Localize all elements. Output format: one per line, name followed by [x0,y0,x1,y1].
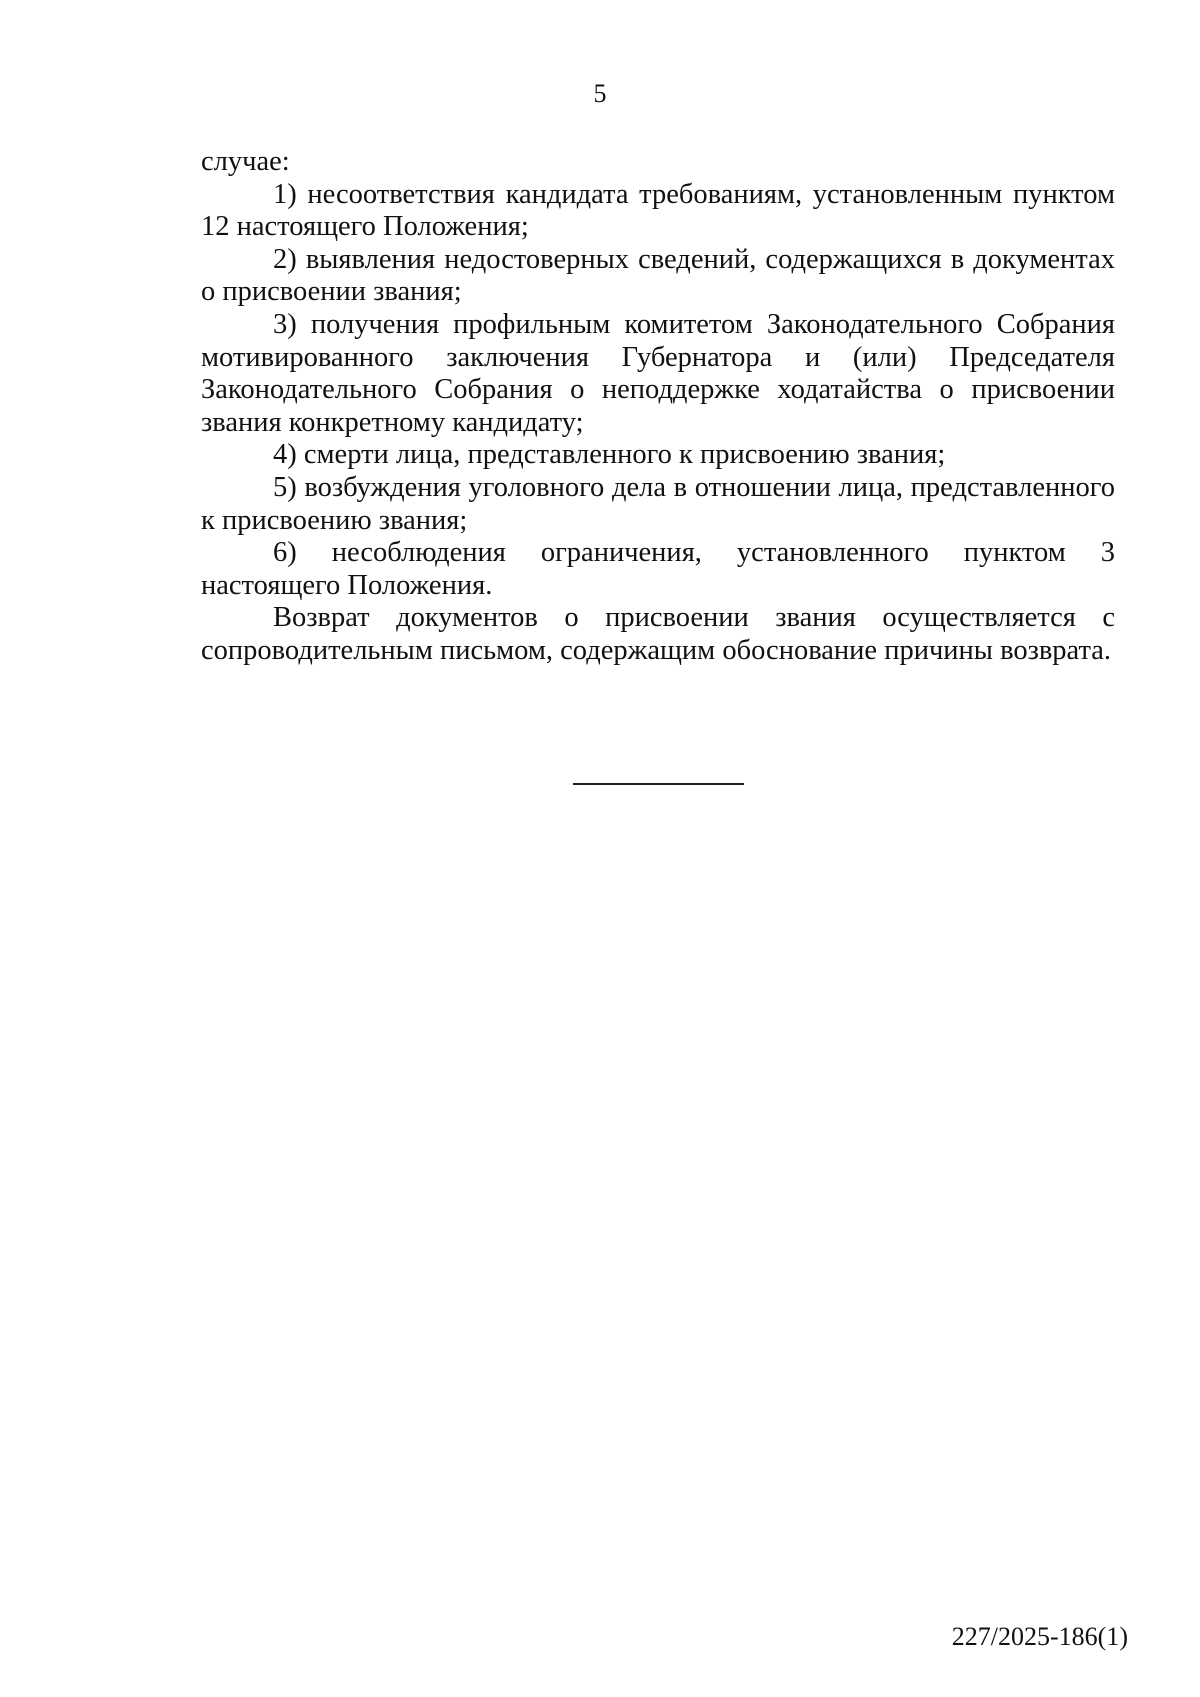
document-body [201,146,1115,668]
list-item-4: 4) смерти лица, представленного к присвоению звания; [273,439,946,471]
page-number: 5 [593,79,607,108]
list-item-3: 3) получения профильным комитетом Законодательного Собрания мотивированного заключения Губернатора и (или) Председателя Законодательного Собрания о неподдержке ходатайства о присвоении звания конкретному кандидату; [201,308,1115,438]
lead-text: случае: [201,146,290,177]
list-item-2: 2) выявления недостоверных сведений, содержащихся в документах о присвоении звания; [201,243,1115,308]
list-item-6 [201,537,1115,602]
list-item-6-line-2: настоящего Положения. [201,569,493,601]
list-item-1: 1) несоответствия кандидата требованиям, установленным пунктом 12 настоящего Положения; [201,178,1115,243]
closing-paragraph: Возврат документов о присвоении звания осуществляется с сопроводительным письмом, содержащим обоснование причины возврата. [201,602,1115,666]
end-of-text-rule [573,783,744,785]
document-code: 227/2025-186(1) [951,1622,1128,1651]
list-item-5: 5) возбуждения уголовного дела в отношении лица, представленного к присвоению звания; [201,471,1115,536]
list-item-6-line-1: 6) несоблюдения ограничения, установленного пунктом 3 [273,537,1115,569]
